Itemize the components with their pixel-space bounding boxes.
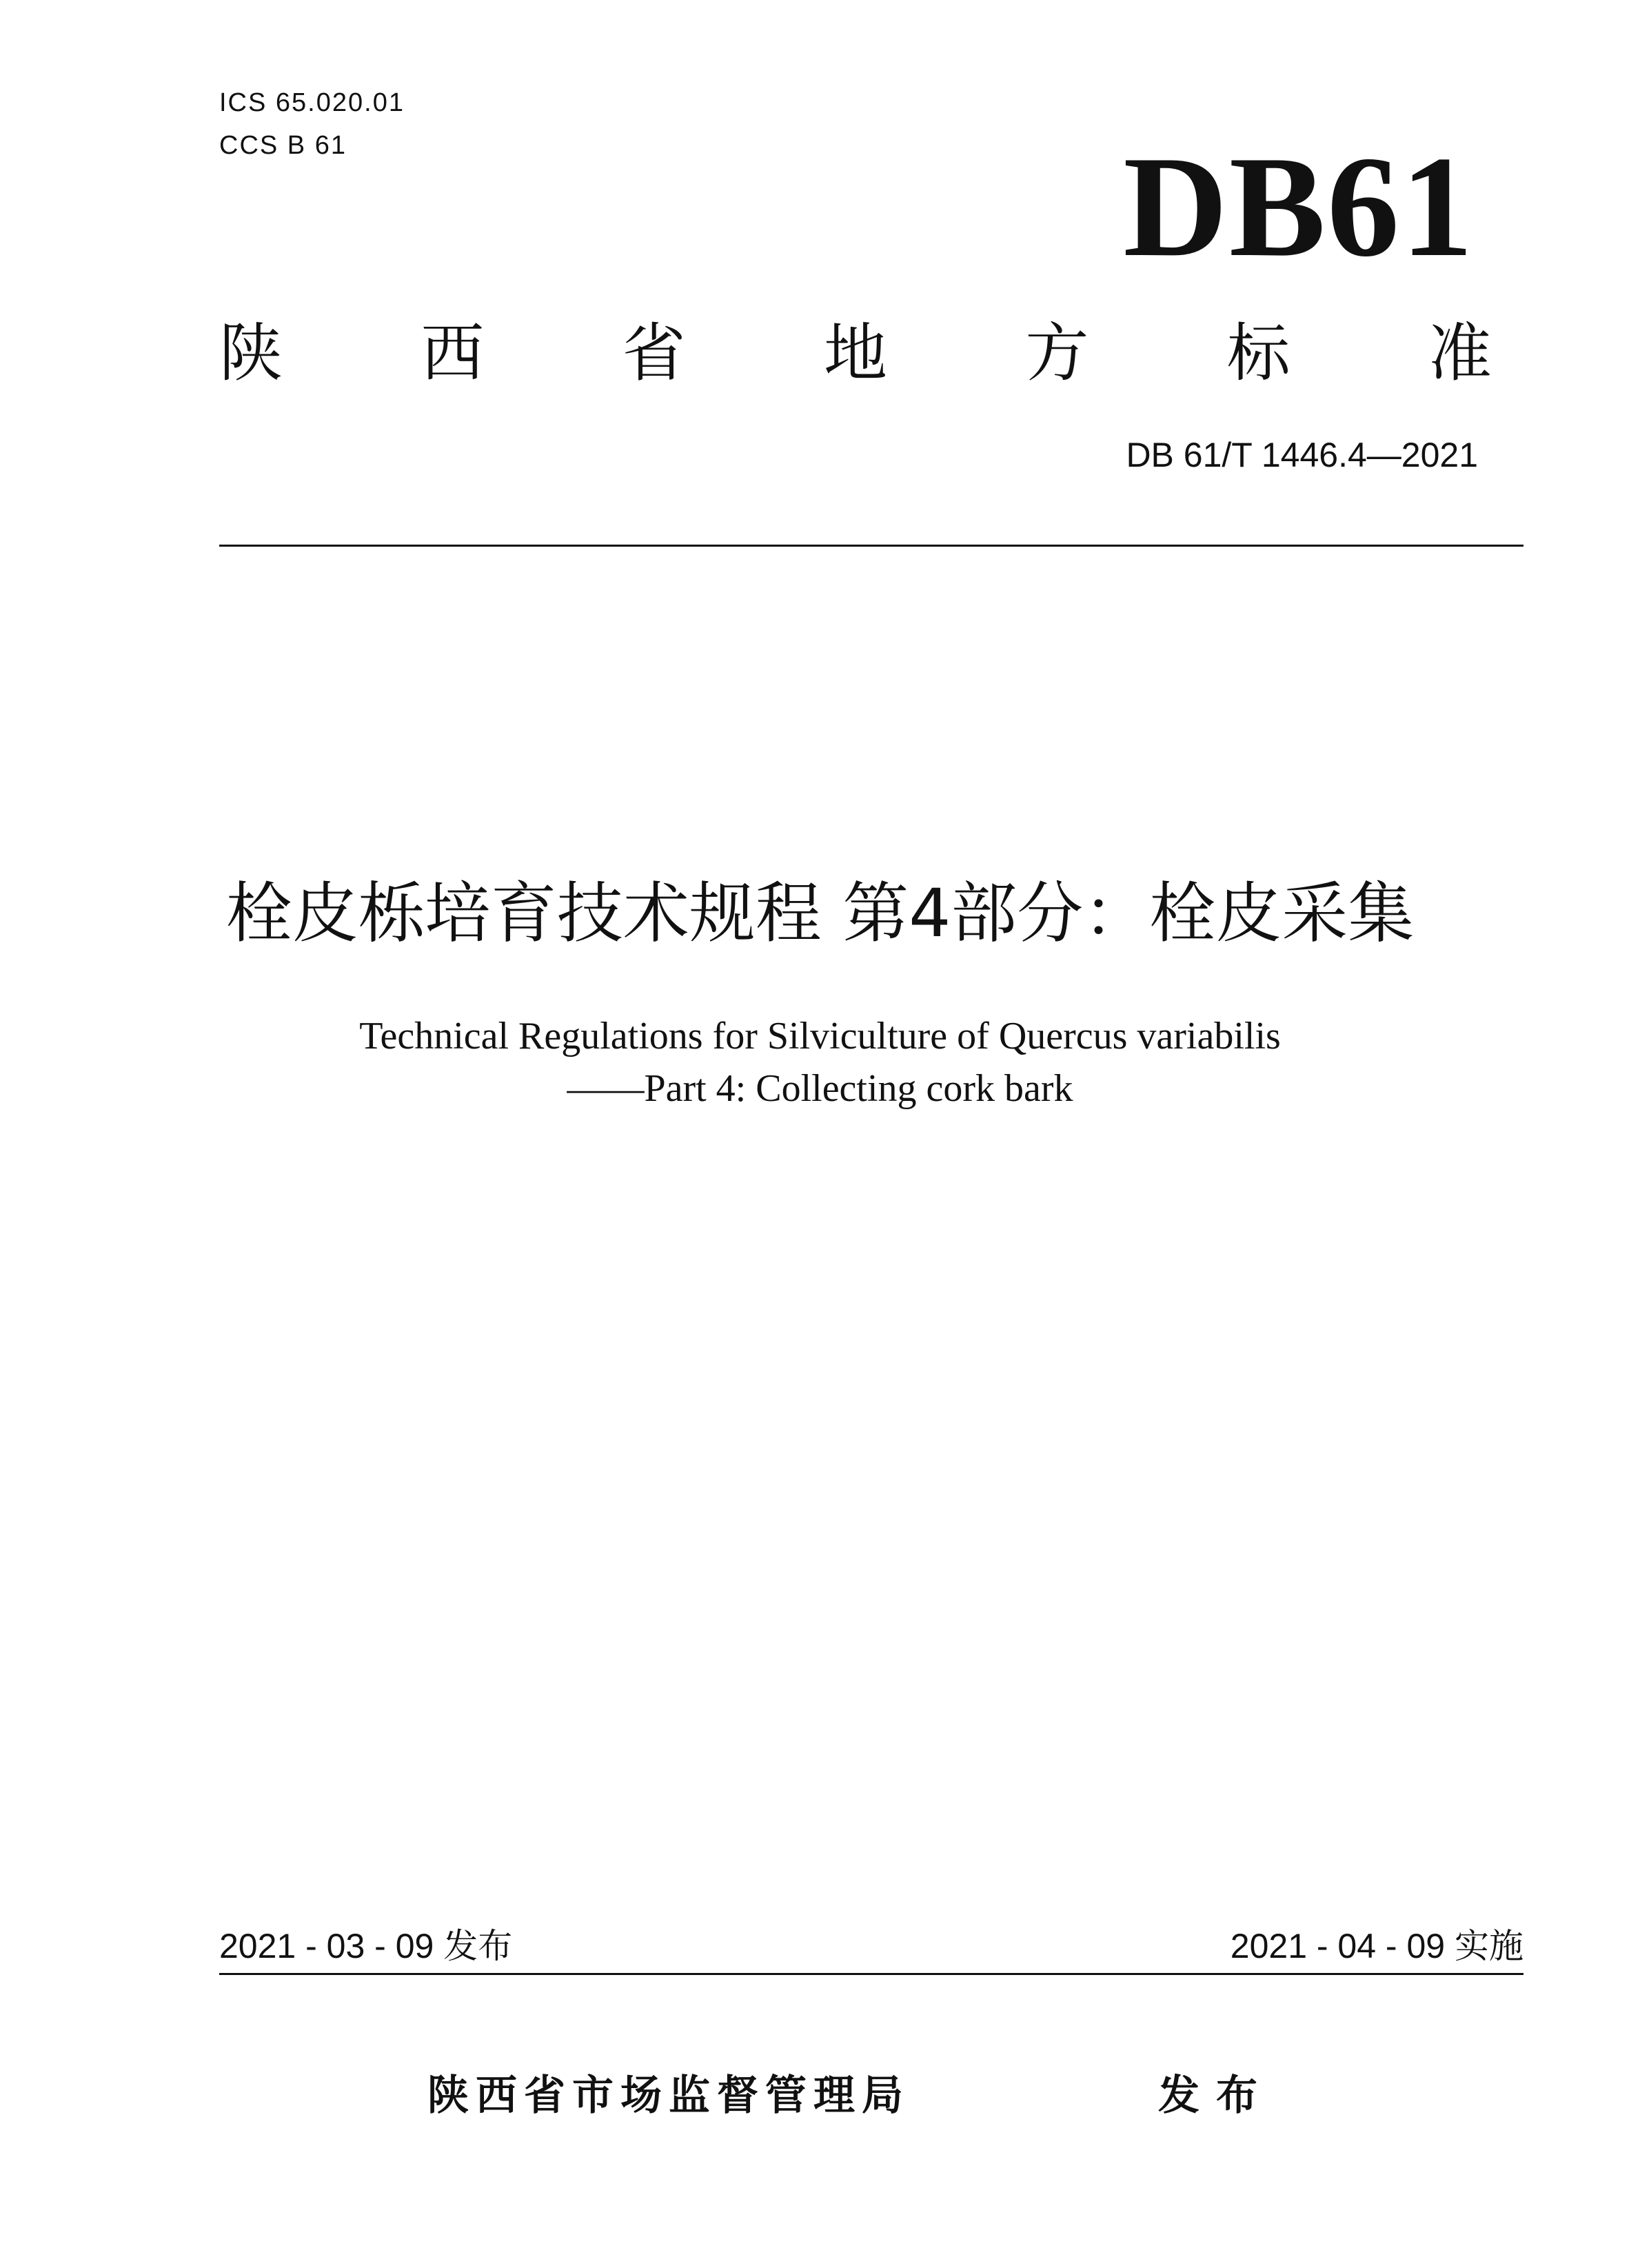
ics-code: ICS 65.020.01 <box>219 88 405 117</box>
standard-type-char: 地 <box>823 316 887 390</box>
standard-type-char: 西 <box>421 316 485 390</box>
standard-type-char: 标 <box>1226 316 1290 390</box>
db61-logo: DB61 <box>1123 127 1475 287</box>
english-title-line-1: Technical Regulations for Silviculture of Quercus variabilis <box>359 1015 1281 1057</box>
standard-number: DB 61/T 1446.4—2021 <box>1126 436 1478 474</box>
header-divider <box>219 545 1523 547</box>
standard-type-title <box>219 307 1492 389</box>
english-title <box>0 1010 1640 1115</box>
effective-date: 2021 - 04 - 09 实施 <box>1230 1927 1523 1965</box>
standard-type-char: 方 <box>1025 316 1089 390</box>
standard-type-char: 省 <box>622 316 686 390</box>
issuing-authority: 陕西省市场监督管理局 <box>427 2072 910 2120</box>
ccs-code: CCS B 61 <box>219 131 347 160</box>
publish-date: 2021 - 03 - 09 发布 <box>219 1927 513 1965</box>
footer-divider <box>219 1973 1523 1975</box>
standard-type-char: 陕 <box>219 316 283 390</box>
classification-codes <box>219 81 405 167</box>
issue-label: 发布 <box>1158 2072 1274 2120</box>
english-title-line-2: ——Part 4: Collecting cork bark <box>567 1067 1073 1110</box>
chinese-title: 栓皮栎培育技术规程 第4部分：栓皮采集 <box>225 875 1415 952</box>
standard-type-char: 准 <box>1428 316 1492 390</box>
